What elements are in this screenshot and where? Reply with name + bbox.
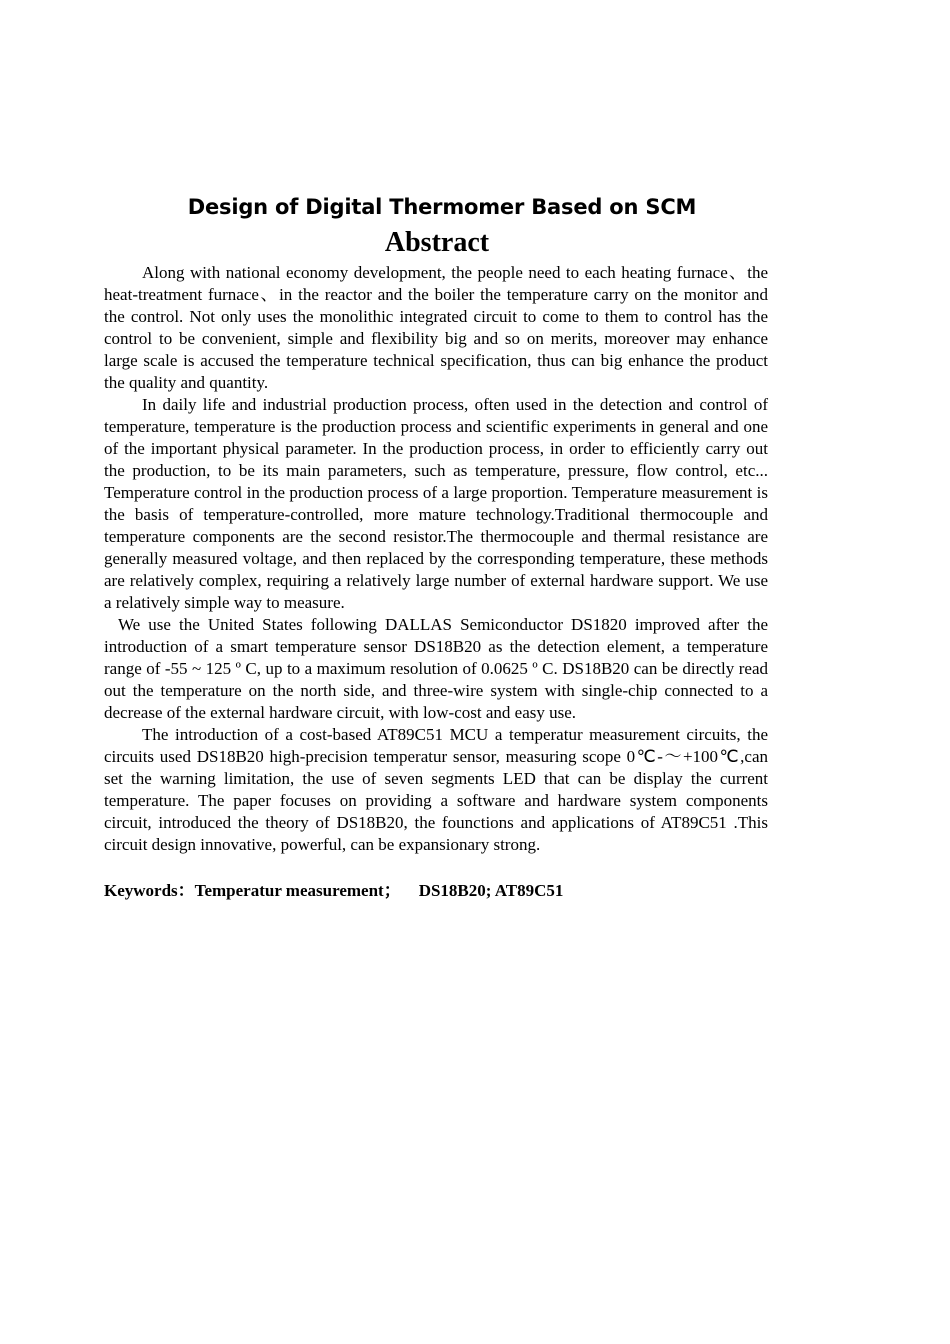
keyword-chips: DS18B20; AT89C51 (418, 881, 564, 900)
keywords-label: Keywords： (104, 881, 195, 900)
abstract-heading: Abstract (384, 227, 490, 258)
document-title: Design of Digital Thermomer Based on SCM (187, 195, 697, 219)
abstract-paragraph-4: The introduction of a cost-based AT89C51 MCU a temperatur measurement circuits, the circuits used DS18B20 high-precision temperatur sensor, measuring scope 0℃-～+100℃,can set the warning limitation, the use of seven segments LED that can be display the current temperature. The paper focuses on providing a software and hardware system components circuit, introduced the theory of DS18B20, the founctions and applications of AT89C51 .This circuit design innovative, powerful, can be expansionary strong. (104, 725, 768, 854)
keyword-temperature-measurement: Temperatur measurement； (194, 881, 401, 900)
abstract-paragraph-3: We use the United States following DALLAS Semiconductor DS1820 improved after the introduction of a smart temperature sensor DS18B20 as the detection element, a temperature range of -55 ~ 125 º C, up to a maximum resolution of 0.0625 º C. DS18B20 can be directly read out the temperature on the north side, and three-wire system with single-chip connected to a decrease of the external hardware circuit, with low-cost and easy use. (104, 615, 768, 722)
abstract-paragraph-2: In daily life and industrial production process, often used in the detection and control of temperature, temperature is the production process and scientific experiments in general and one of the important physical parameter. In the production process, in order to efficiently carry out the production, to be its main parameters, such as temperature, pressure, flow control, etc... Temperature control in the production process of a large proportion. Temperature measurement is the basis of temperature-controlled, more mature technology.Traditional thermocouple and temperature components are the second resistor.The thermocouple and thermal resistance are generally measured voltage, and then replaced by the corresponding temperature, these methods are relatively complex, requiring a relatively large number of external hardware support. We use a relatively simple way to measure. (104, 395, 768, 612)
abstract-paragraph-1: Along with national economy development, the people need to each heating furnace、the heat-treatment furnace、in the reactor and the boiler the temperature carry on the monitor and the control. Not only uses the monolithic integrated circuit to come to them to control has the control to be convenient, simple and flexibility big and so on merits, moreover may enhance large scale is accused the temperature technical specification, thus can big enhance the product the quality and quantity. (104, 263, 768, 392)
keywords-line (104, 880, 768, 902)
abstract-page (104, 192, 768, 902)
